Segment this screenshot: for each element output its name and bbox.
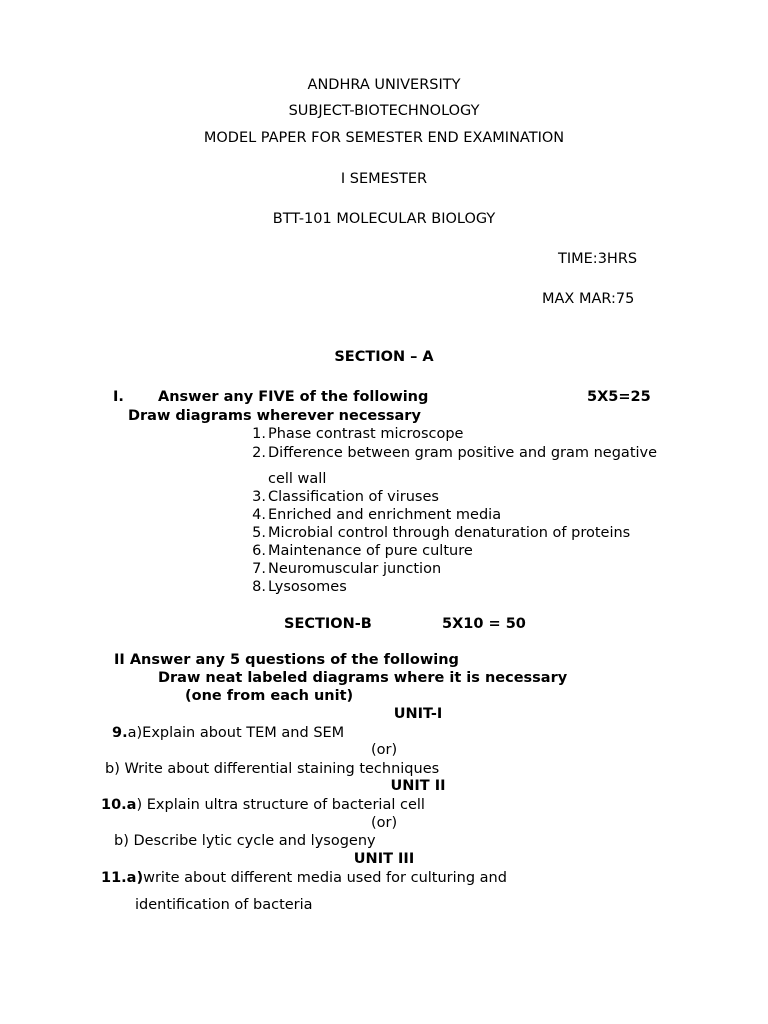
question-11a-continued: identification of bacteria bbox=[135, 897, 313, 913]
item-number: 7. bbox=[252, 561, 266, 577]
semester: I SEMESTER bbox=[340, 171, 428, 187]
question-9a bbox=[112, 724, 344, 742]
question-number: 11.a) bbox=[101, 870, 144, 886]
question-10a bbox=[101, 796, 425, 814]
list-item bbox=[246, 578, 347, 596]
item-text: Maintenance of pure culture bbox=[268, 543, 473, 559]
item-text: Microbial control through denaturation of proteins bbox=[268, 525, 631, 541]
section-b-instruction: II Answer any 5 questions of the following bbox=[114, 652, 459, 668]
question-11a bbox=[101, 869, 507, 887]
question-number: 10.a bbox=[101, 797, 137, 813]
question-text: ) Explain ultra structure of bacterial cell bbox=[136, 797, 425, 813]
section-b-title: SECTION-B bbox=[284, 616, 372, 632]
list-item bbox=[246, 444, 657, 462]
unit-1-title: UNIT-I bbox=[393, 706, 443, 722]
question-9b: b) Write about differential staining techniques bbox=[105, 761, 440, 777]
section-b-note: Draw neat labeled diagrams where it is necessary bbox=[158, 670, 568, 686]
list-item bbox=[246, 470, 326, 488]
section-b-note-unit: (one from each unit) bbox=[185, 688, 354, 704]
item-number: 1. bbox=[252, 426, 266, 442]
item-text: Lysosomes bbox=[268, 579, 347, 595]
item-text: Phase contrast microscope bbox=[268, 426, 464, 442]
item-text: Neuromuscular junction bbox=[268, 561, 442, 577]
item-number: 3. bbox=[252, 489, 266, 505]
list-item bbox=[246, 506, 501, 524]
item-number: 5. bbox=[252, 525, 266, 541]
list-item bbox=[246, 524, 630, 542]
max-marks: MAX MAR:75 bbox=[542, 291, 635, 307]
question-text: a)Explain about TEM and SEM bbox=[127, 725, 345, 741]
list-item bbox=[246, 425, 463, 443]
section-a-instruction: Answer any FIVE of the following bbox=[158, 389, 429, 405]
unit-3-title: UNIT III bbox=[353, 851, 415, 867]
university-name: ANDHRA UNIVERSITY bbox=[307, 77, 461, 93]
or-separator: (or) bbox=[371, 742, 398, 758]
section-a-marks: 5X5=25 bbox=[587, 389, 651, 405]
section-a-title: SECTION – A bbox=[334, 349, 434, 365]
list-item bbox=[246, 488, 439, 506]
paper-type: MODEL PAPER FOR SEMESTER END EXAMINATION bbox=[203, 130, 565, 146]
subject-line: SUBJECT-BIOTECHNOLOGY bbox=[288, 103, 480, 119]
item-text: Enriched and enrichment media bbox=[268, 507, 502, 523]
item-number: 4. bbox=[252, 507, 266, 523]
item-number: 6. bbox=[252, 543, 266, 559]
course-title: BTT-101 MOLECULAR BIOLOGY bbox=[272, 211, 496, 227]
question-text: write about different media used for culturing and bbox=[143, 870, 507, 886]
item-text: Classification of viruses bbox=[268, 489, 439, 505]
section-a-roman: I. bbox=[113, 389, 124, 405]
item-number: 8. bbox=[252, 579, 266, 595]
list-item bbox=[246, 542, 473, 560]
or-separator: (or) bbox=[371, 815, 398, 831]
list-item bbox=[246, 560, 441, 578]
section-a-note: Draw diagrams wherever necessary bbox=[128, 408, 421, 424]
item-text: Difference between gram positive and gram negative bbox=[268, 445, 658, 461]
item-number: 2. bbox=[252, 445, 266, 461]
exam-time: TIME:3HRS bbox=[558, 251, 638, 267]
unit-2-title: UNIT II bbox=[390, 778, 446, 794]
item-text: cell wall bbox=[268, 471, 327, 487]
section-b-marks: 5X10 = 50 bbox=[442, 616, 526, 632]
question-10b: b) Describe lytic cycle and lysogeny bbox=[114, 833, 376, 849]
question-number: 9. bbox=[112, 725, 128, 741]
